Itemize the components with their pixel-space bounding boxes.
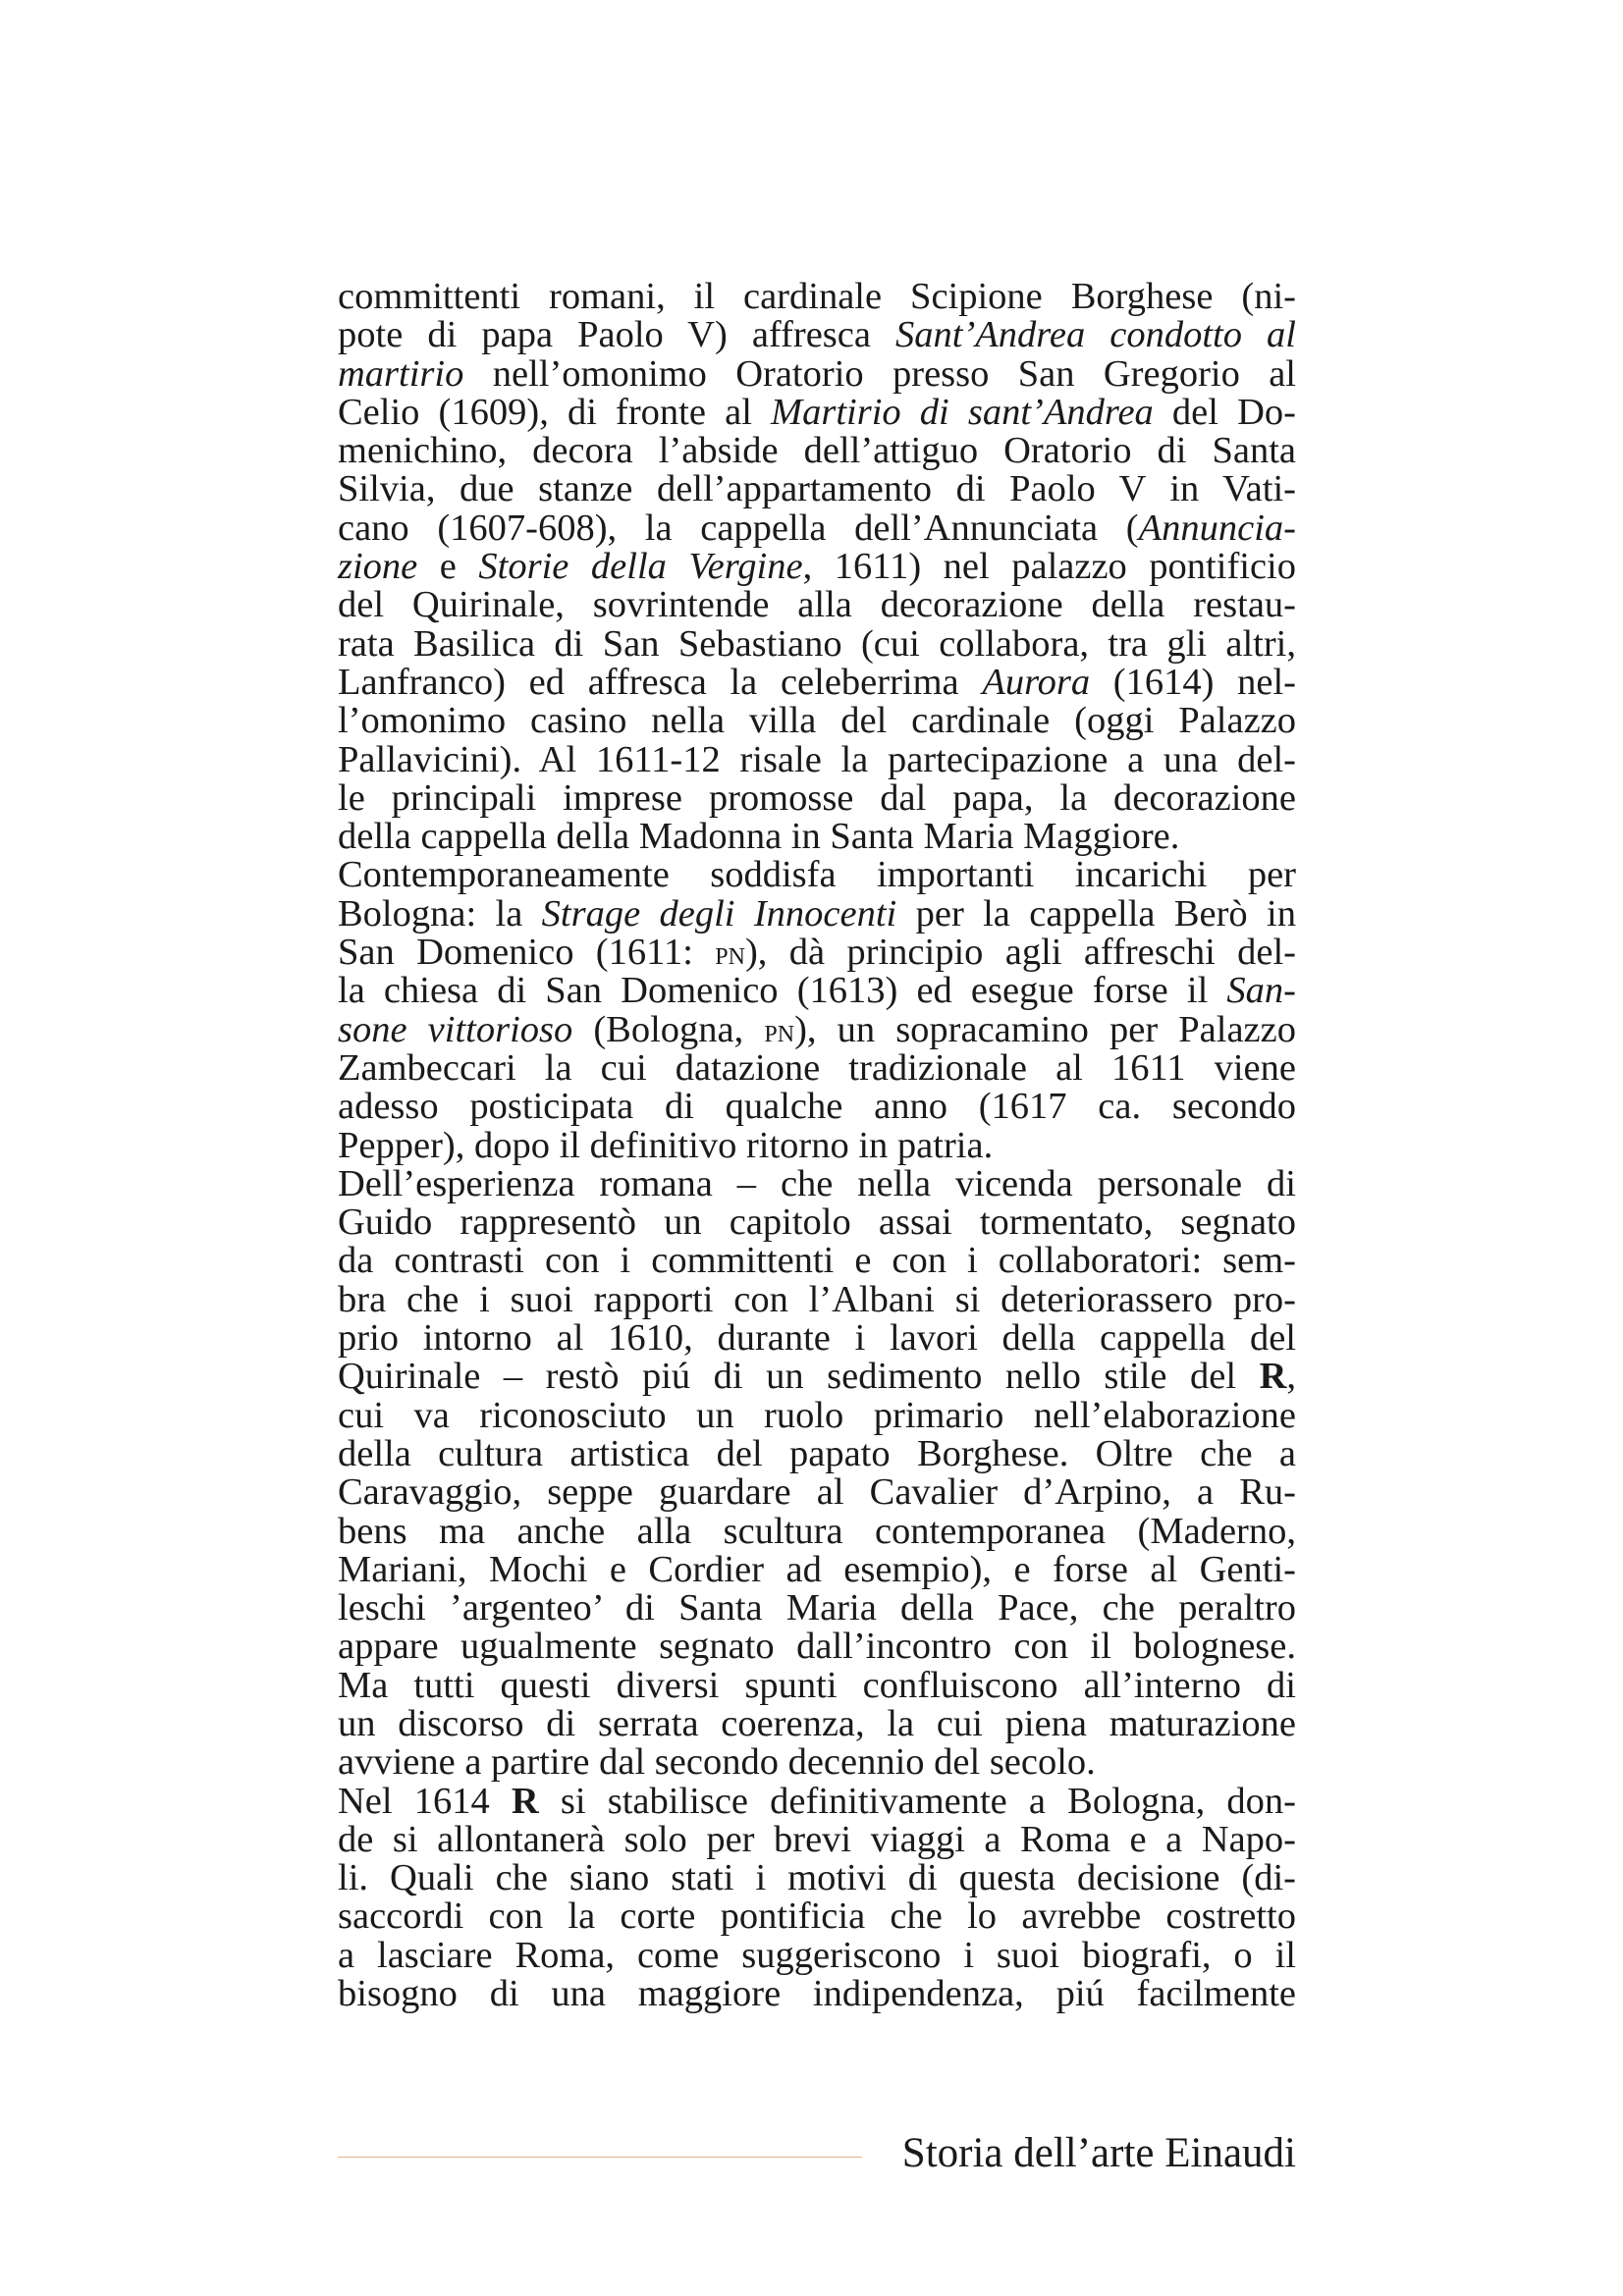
text-line: la chiesa di San Domenico (1613) ed esegue forse il San- (338, 970, 1296, 1012)
text-line: martirio nell’omonimo Oratorio presso San Gregorio al (338, 352, 1296, 395)
text-line: della cappella della Madonna in Santa Maria Maggiore. (338, 816, 1180, 858)
text-line: li. Quali che siano stati i motivi di questa decisione (di- (338, 1857, 1296, 1899)
text-line: appare ugualmente segnato dall’incontro con il bolognese. (338, 1626, 1296, 1668)
text-line: Nel 1614 R si stabilisce definitivamente a Bologna, don- (338, 1780, 1297, 1822)
text-line: sone vittorioso (Bologna, pn), un sopracamino per Palazzo (338, 1008, 1296, 1050)
text-line: bra che i suoi rapporti con l’Albani si deteriorassero pro- (338, 1278, 1296, 1320)
text-line: adesso posticipata di qualche anno (1617 ca. secondo (338, 1086, 1296, 1128)
text-line: San Domenico (1611: pn), dà principio agli affreschi del- (338, 932, 1296, 974)
text-line: Lanfranco) ed affresca la celeberrima Aurora (1614) nel- (338, 661, 1296, 703)
text-line: le principali imprese promosse dal papa, la decorazione (338, 776, 1296, 819)
footer-rule (338, 2157, 862, 2158)
text-line: bens ma anche alla scultura contemporanea (Maderno, (338, 1510, 1296, 1552)
body-text (338, 278, 1296, 2013)
text-line: Ma tutti questi diversi spunti confluiscono all’interno di (338, 1664, 1296, 1706)
text-line: da contrasti con i committenti e con i collaboratori: sem- (338, 1240, 1296, 1282)
text-line: pote di papa Paolo V) affresca Sant’Andrea condotto al (338, 314, 1296, 356)
text-line: Pallavicini). Al 1611-12 risale la partecipazione a una del- (338, 738, 1296, 780)
text-line: cano (1607-608), la cappella dell’Annunciata (Annuncia- (338, 507, 1296, 549)
text-line: a lasciare Roma, come suggeriscono i suoi biografi, o il (338, 1934, 1296, 1976)
text-line: Contemporaneamente soddisfa importanti incarichi per (338, 854, 1296, 896)
text-line: zione e Storie della Vergine, 1611) nel palazzo pontificio (338, 546, 1297, 588)
text-line: Guido rappresentò un capitolo assai tormentato, segnato (338, 1201, 1296, 1244)
text-line: avviene a partire dal secondo decennio del secolo. (338, 1741, 1096, 1784)
text-line: un discorso di serrata coerenza, la cui piena maturazione (338, 1702, 1296, 1744)
text-line: Pepper), dopo il definitivo ritorno in patria. (338, 1124, 994, 1166)
text-line: Dell’esperienza romana – che nella vicenda personale di (338, 1162, 1296, 1204)
text-line: Silvia, due stanze dell’appartamento di Paolo V in Vati- (338, 468, 1296, 510)
text-line: de si allontanerà solo per brevi viaggi a Roma e a Napo- (338, 1818, 1296, 1860)
text-line: Celio (1609), di fronte al Martirio di sant’Andrea del Do- (338, 391, 1296, 433)
text-line: prio intorno al 1610, durante i lavori della cappella del (338, 1317, 1296, 1360)
text-line: saccordi con la corte pontificia che lo avrebbe costretto (338, 1896, 1296, 1938)
footer-title: Storia dell’arte Einaudi (901, 2130, 1296, 2176)
text-line: cui va riconosciuto un ruolo primario nell’elaborazione (338, 1394, 1296, 1436)
text-line: della cultura artistica del papato Borghese. Oltre che a (338, 1432, 1296, 1474)
text-line: Zambeccari la cui datazione tradizionale al 1611 viene (338, 1046, 1296, 1089)
text-line: leschi ’argenteo’ di Santa Maria della Pace, che peraltro (338, 1587, 1296, 1629)
text-line: Quirinale – restò piú di un sedimento nello stile del R, (338, 1356, 1296, 1398)
text-line: bisogno di una maggiore indipendenza, piú facilmente (338, 1973, 1296, 2015)
text-line: menichino, decora l’abside dell’attiguo Oratorio di Santa (338, 430, 1296, 472)
text-line: Caravaggio, seppe guardare al Cavalier d’Arpino, a Ru- (338, 1471, 1296, 1514)
text-line: Mariani, Mochi e Cordier ad esempio), e forse al Genti- (338, 1548, 1296, 1590)
text-line: Bologna: la Strage degli Innocenti per la cappella Berò in (338, 892, 1296, 934)
text-line: l’omonimo casino nella villa del cardinale (oggi Palazzo (338, 700, 1296, 742)
text-line: del Quirinale, sovrintende alla decorazione della restau- (338, 584, 1296, 626)
text-line: committenti romani, il cardinale Scipione Borghese (ni- (338, 276, 1296, 317)
text-line: rata Basilica di San Sebastiano (cui collabora, tra gli altri, (338, 622, 1296, 665)
